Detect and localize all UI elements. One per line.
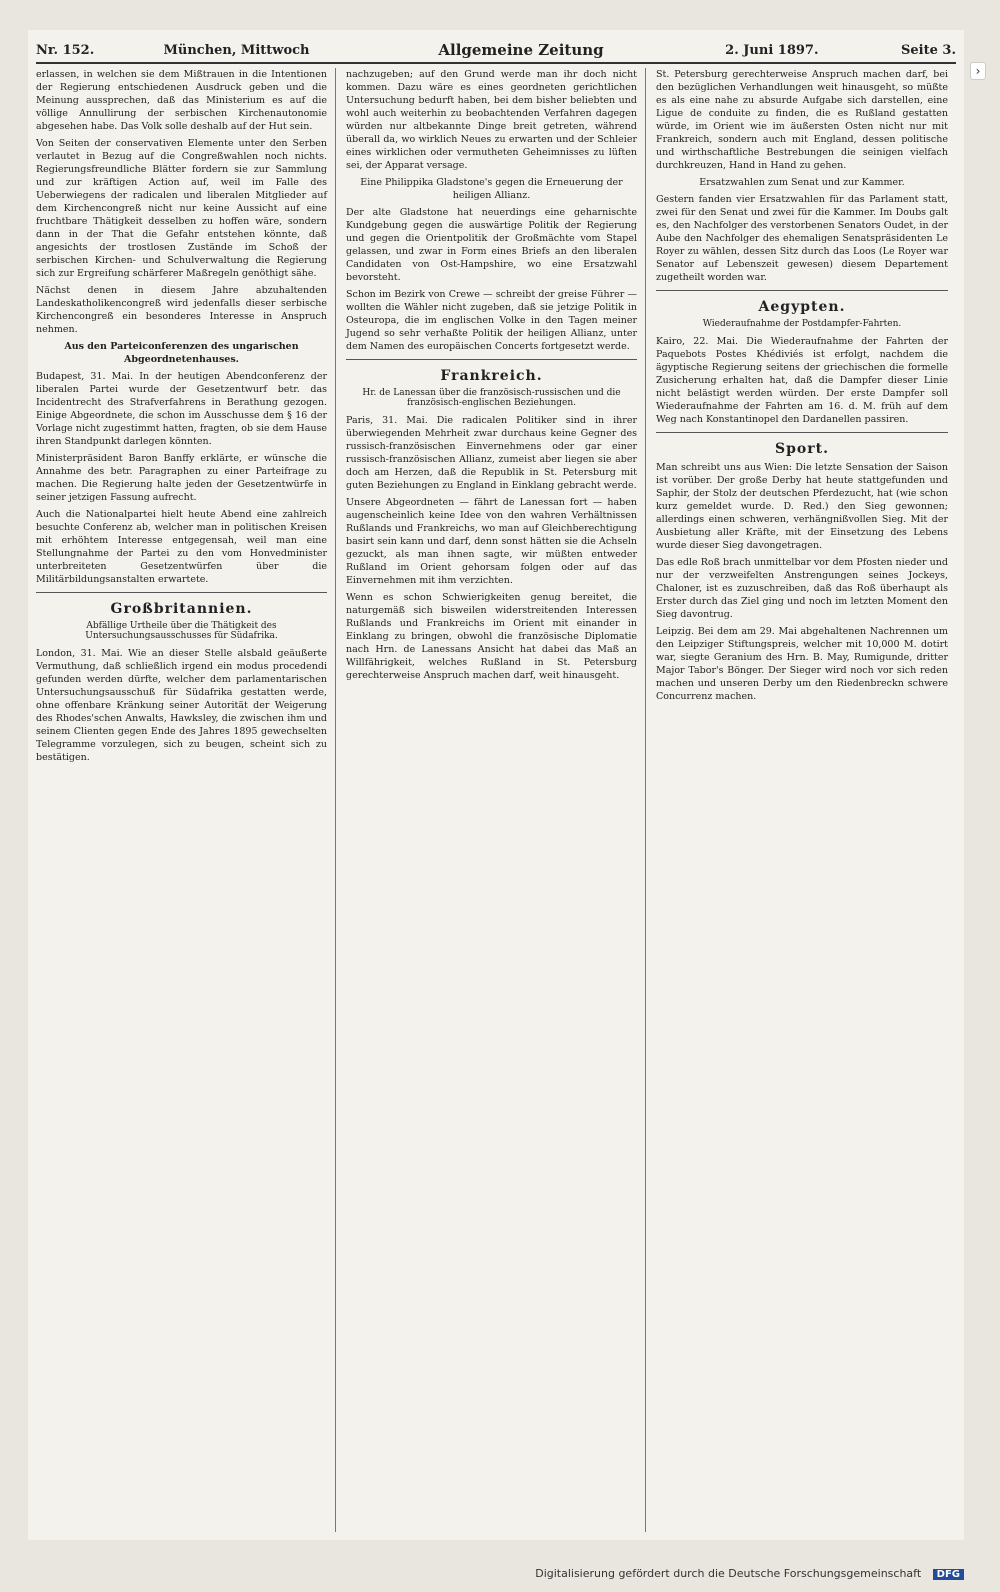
article-paragraph: Aus den Parteiconferenzen des ungarischen Abgeordnetenhauses. xyxy=(64,341,299,365)
article-paragraph: nachzugeben; auf den Grund werde man ihr doch nicht kommen. Dazu wäre es eines geordneten gerichtlichen Untersuchung bedurft haben, bei dem bisher beliebten und wohl auch weiterhin zu beobachtenden Verfahren dagegen würden nur altbekannte Dinge breit getreten, während überall da, wo wirklich Neues zu erwarten und der Schleier eines wirklichen oder vermutheten Geheimnisses zu lüften sei, der Apparat versage. xyxy=(346,69,637,171)
section-title-frankreich: Frankreich. xyxy=(440,368,543,384)
section-title-sport: Sport. xyxy=(775,441,829,457)
article-paragraph: Das edle Roß brach unmittelbar vor dem Pfosten nieder und nur der verzweifelten Anstrengungen seines Jockeys, Chaloner, ist es zuzuschreiben, daß das Roß überhaupt als Erster durch das Ziel ging und noch im letzten Moment den Sieg davontrug. xyxy=(656,557,948,620)
article-paragraph: Ersatzwahlen zum Senat und zur Kammer. xyxy=(699,177,905,188)
page-number: Seite 3. xyxy=(901,42,956,58)
page-header xyxy=(36,38,956,64)
article-paragraph: Schon im Bezirk von Crewe — schreibt der greise Führer — wollten die Wähler nicht zugeben, daß sie jetzige Politik in Osteuropa, die im englischen Volke in den Tagen meiner Jugend so sehr verhaßte Politik der heiligen Allianz, unter dem Namen des europäischen Concerts fortgesetzt werde. xyxy=(346,289,637,352)
article-paragraph: Auch die Nationalpartei hielt heute Abend eine zahlreich besuchte Conferenz ab, welcher man in politischen Kreisen mit erhöhtem Interesse entgegensah, weil man eine Stellungnahme der Partei zu den vom Honvedminister unterbreiteten Gesetzentwürfen über die Militärbildungsanstalten erwartete. xyxy=(36,509,327,585)
next-page-chevron-icon[interactable]: › xyxy=(970,62,986,80)
article-paragraph: Man schreibt uns aus Wien: Die letzte Sensation der Saison ist vorüber. Der große Derby hat heute stattgefunden und Saphir, der Stolz der deutschen Pferdezucht, hat (wie schon kurz gemeldet wurde. D. Red.) den Sieg gewonnen; allerdings einen schweren, verhängnißvollen Sieg. Mit der Ausbietung aller Kräfte, mit der Einsetzung des Lebens wurde dieser Sieg davongetragen. xyxy=(656,462,948,551)
footer-credit xyxy=(0,1567,1000,1580)
article-paragraph: Eine Philippika Gladstone's gegen die Erneuerung der heiligen Allianz. xyxy=(360,177,623,201)
divider xyxy=(36,592,327,593)
article-paragraph: Paris, 31. Mai. Die radicalen Politiker sind in ihrer überwiegenden Mehrheit zwar durchaus keine Gegner des russisch-französischen Einvernehmens oder gar einer russisch-französischen Allianz, zumeist aber liegen sie aber doch am Herzen, daß die Republik in St. Petersburg mit guten Beziehungen zu England in Einklang gebracht werde. xyxy=(346,415,637,491)
article-paragraph: Ministerpräsident Baron Banffy erklärte, er wünsche die Annahme des betr. Paragraphen zu einer Parteifrage zu machen. Die Regierung halte jeden der Gesetzentwürfe in seiner jetzigen Fassung aufrecht. xyxy=(36,453,327,503)
section-title-grossbritannien: Großbritannien. xyxy=(110,601,253,617)
columns xyxy=(36,68,956,1532)
article-paragraph: Leipzig. Bei dem am 29. Mai abgehaltenen Nachrennen um den Leipziger Stiftungspreis, welcher mit 10,000 M. dotirt war, siegte Geranium des Hrn. B. May, Rumigunde, dritter Major Tabor's Bönger. Der Sieger wird noch vor sich reden machen und unseren Derby um den Riedenbreckn schwere Concurrenz machen. xyxy=(656,626,948,702)
paper-title: Allgemeine Zeitung xyxy=(438,41,604,59)
article-paragraph: Der alte Gladstone hat neuerdings eine geharnischte Kundgebung gegen die auswärtige Politik der Regierung und gegen die Orientpolitik der Großmächte vom Stapel gelassen, und zwar in Form eines Briefs an den liberalen Candidaten von Ost-Hampshire, wo eine Ersatzwahl bevorsteht. xyxy=(346,207,637,283)
divider xyxy=(656,432,948,433)
column-3 xyxy=(656,68,956,1532)
article-paragraph: Wenn es schon Schwierigkeiten genug bereitet, die naturgemäß sich bisweilen widerstreitenden Interessen Rußlands und Frankreichs im Orient mit einander in Einklang zu bringen, obwohl die französische Diplomatie nach Hrn. de Lanessans Ansicht hat dabei das Maß an Willfährigkeit, welches Rußland in St. Petersburg gerechterweise Anspruch machen darf, weit hinausgeht. xyxy=(346,592,637,681)
article-paragraph: erlassen, in welchen sie dem Mißtrauen in die Intentionen der Regierung entschiedenen Ausdruck geben und die Meinung aussprechen, daß das Ministerium es auf die völlige Annullirung der serbischen Kirchenautonomie abgesehen habe. Das Volk solle deshalb auf der Hut sein. xyxy=(36,69,327,132)
column-1 xyxy=(36,68,336,1532)
column-2 xyxy=(346,68,646,1532)
article-paragraph: Von Seiten der conservativen Elemente unter den Serben verlautet in Bezug auf die Congreßwahlen noch nichts. Regierungsfreundliche Blätter fordern sie zur Sammlung und zur kräftigen Action auf, weil im Falle des Ueberwiegens der radicalen und liberalen Mitglieder auf dem Kirchencongreß nicht nur keine Aussicht auf eine fruchtbare Thätigkeit desselben zu hoffen wäre, sondern dann in der That die Gefahr entstehen könnte, daß angesichts der trostlosen Zustände im Schoß der serbischen Kirchen- und Schulverwaltung die Regierung sich zur Ergreifung schärferer Maßregeln genöthigt sähe. xyxy=(36,138,327,279)
divider xyxy=(656,290,948,291)
issue-number: Nr. 152. xyxy=(36,42,95,58)
section-title-aegypten: Aegypten. xyxy=(758,299,846,315)
article-paragraph: Unsere Abgeordneten — fährt de Lanessan fort — haben augenscheinlich keine Idee von den wahren Verhältnissen Rußlands und Frankreichs, wo man auf Gleichberechtigung basirt sein kann und darf, denn sonst hätten sie die Achseln gezuckt, als man ihnen sagte, wir müßten entweder Rußland im Orient gehorsam folgen oder auf das Einvernehmen mit ihm verzichten. xyxy=(346,497,637,586)
divider xyxy=(346,359,637,360)
issue-date: 2. Juni 1897. xyxy=(725,42,819,58)
footer-text: Digitalisierung gefördert durch die Deutsche Forschungsgemeinschaft xyxy=(535,1567,922,1580)
article-paragraph: Budapest, 31. Mai. In der heutigen Abendconferenz der liberalen Partei wurde der Gesetzentwurf betr. das Incidentrecht des Strafverfahrens in Berathung gezogen. Einige Abgeordnete, die schon im Ausschusse dem § 16 der Vorlage nicht zugestimmt hatten, fragten, ob sie dem Hause ihren Standpunkt darlegen könnten. xyxy=(36,371,327,447)
newspaper-page xyxy=(28,30,981,1540)
article-paragraph: St. Petersburg gerechterweise Anspruch machen darf, bei den bezüglichen Verhandlungen weit hinausgeht, so müßte es als eine nahe zu absurde Aufgabe sich darstellen, eine Ligue de conduite zu finden, die es Rußland gestatten würde, im Orient wie im äußersten Osten nicht nur mit Frankreich, sondern auch mit England, dessen politische und wirthschaftliche Bestrebungen die seinigen vielfach durchkreuzen, Hand in Hand zu gehen. xyxy=(656,69,948,171)
dfg-logo-icon: DFG xyxy=(933,1569,964,1580)
section-subtitle-frankreich: Hr. de Lanessan über die französisch-russischen und die französisch-englischen Beziehungen. xyxy=(362,388,621,408)
section-subtitle-grossbritannien: Abfällige Urtheile über die Thätigkeit des Untersuchungsausschusses für Südafrika. xyxy=(85,621,278,641)
section-subtitle-aegypten: Wiederaufnahme der Postdampfer-Fahrten. xyxy=(702,319,902,329)
article-paragraph: London, 31. Mai. Wie an dieser Stelle alsbald geäußerte Vermuthung, daß schließlich irgend ein modus procedendi gefunden werden dürfte, welcher dem parlamentarischen Untersuchungsausschuß für Südafrika gestatten werde, ohne offenbare Kränkung seiner Autorität der Weigerung des Rhodes'schen Anwalts, Hawksley, die zwischen ihm und seinem Clienten gegen Ende des Jahres 1895 gewechselten Telegramme vorzulegen, sich zu beugen, scheint sich zu bestätigen. xyxy=(36,648,327,763)
article-paragraph: Gestern fanden vier Ersatzwahlen für das Parlament statt, zwei für den Senat und zwei für die Kammer. Im Doubs galt es, den Nachfolger des verstorbenen Senators Oudet, in der Aube den Nachfolger des ehemaligen Senatspräsidenten Le Royer zu wählen, dessen Sitz durch das Loos (Le Royer war Senator auf Lebenszeit gewesen) diesem Departement zugetheilt worden war. xyxy=(656,194,948,283)
article-paragraph: Kairo, 22. Mai. Die Wiederaufnahme der Fahrten der Paquebots Postes Khédiviés ist erfolgt, nachdem die ägyptische Regierung seitens der griechischen die formelle Zusicherung erhalten hat, daß die Dampfer dieser Linie nicht belästigt werden würden. Der erste Dampfer soll Wiederaufnahme der Fahrten am 16. d. M. früh auf dem Weg nach Konstantinopel den Dardanellen passiren. xyxy=(656,336,948,425)
city-day: München, Mittwoch xyxy=(163,42,310,58)
article-paragraph: Nächst denen in diesem Jahre abzuhaltenden Landeskatholikencongreß wird jedenfalls dieser serbische Kirchencongreß ein besonderes Interesse in Anspruch nehmen. xyxy=(36,285,327,335)
